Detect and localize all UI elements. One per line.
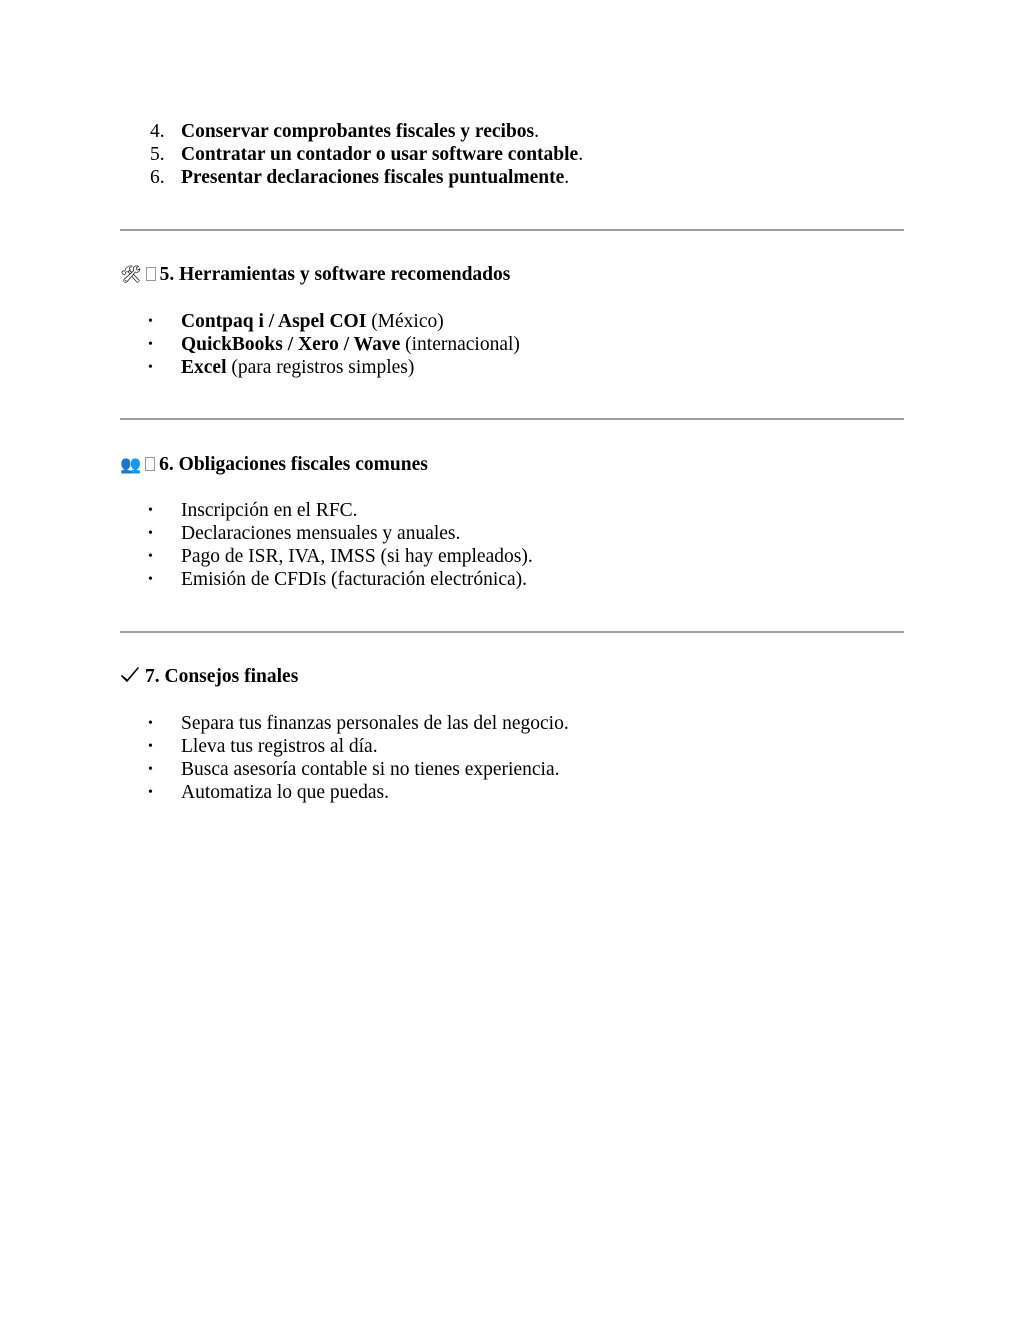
list-item-bold: Excel <box>181 357 227 378</box>
missing-glyph-icon <box>145 457 155 471</box>
section-heading <box>120 263 510 286</box>
bullet-icon: • <box>148 739 153 754</box>
horizontal-rule <box>120 418 904 420</box>
section-title: 6. Obligaciones fiscales comunes <box>159 454 428 475</box>
bullet-icon: • <box>148 549 153 564</box>
bullet-icon: • <box>148 337 153 352</box>
list-item-bold: QuickBooks / Xero / Wave <box>181 334 401 355</box>
section-title: 7. Consejos finales <box>145 666 299 687</box>
section-heading <box>120 665 298 688</box>
horizontal-rule <box>120 229 904 231</box>
bullet-icon: • <box>148 572 153 587</box>
list-item-bold: Conservar comprobantes fiscales y recibos <box>181 121 535 142</box>
list-item-text: Declaraciones mensuales y anuales. <box>181 523 461 544</box>
list-item-text: Inscripción en el RFC. <box>181 500 358 521</box>
list-item-rest: (internacional) <box>400 334 520 355</box>
list-item-text: Busca asesoría contable si no tienes experiencia. <box>181 759 560 780</box>
list-item-text: Pago de ISR, IVA, IMSS (si hay empleados). <box>181 546 533 567</box>
section-title: 5. Herramientas y software recomendados <box>159 264 511 285</box>
bullet-icon: • <box>148 526 153 541</box>
bullet-icon: • <box>148 503 153 518</box>
missing-glyph-icon <box>146 267 156 281</box>
bullet-icon: • <box>148 360 153 375</box>
list-item-bold: Contpaq i / Aspel COI <box>181 311 367 332</box>
bullet-icon: • <box>148 785 153 800</box>
list-number: 5. <box>150 144 165 165</box>
list-item-text: Emisión de CFDIs (facturación electrónica). <box>181 569 528 590</box>
list-item-text: Lleva tus registros al día. <box>181 736 378 757</box>
bullet-icon: • <box>148 716 153 731</box>
bullet-icon: • <box>148 314 153 329</box>
section-heading <box>120 453 428 476</box>
list-item-rest: . <box>578 144 584 165</box>
list-item-bold: Presentar declaraciones fiscales puntualmente <box>181 167 565 188</box>
list-number: 6. <box>150 167 165 188</box>
list-item-bold: Contratar un contador o usar software contable <box>181 144 579 165</box>
horizontal-rule <box>120 631 904 633</box>
list-item-rest: . <box>534 121 540 142</box>
list-item-rest: (México) <box>366 311 444 332</box>
list-item-rest: (para registros simples) <box>226 357 415 378</box>
list-item-text: Separa tus finanzas personales de las del negocio. <box>181 713 569 734</box>
check-mark-icon <box>120 666 140 689</box>
tools-icon: 🛠 <box>120 265 142 285</box>
list-item-text: Automatiza lo que puedas. <box>181 782 389 803</box>
list-item-rest: . <box>564 167 570 188</box>
bullet-icon: • <box>148 762 153 777</box>
people-icon: 👥 <box>120 455 142 475</box>
list-number: 4. <box>150 121 165 142</box>
